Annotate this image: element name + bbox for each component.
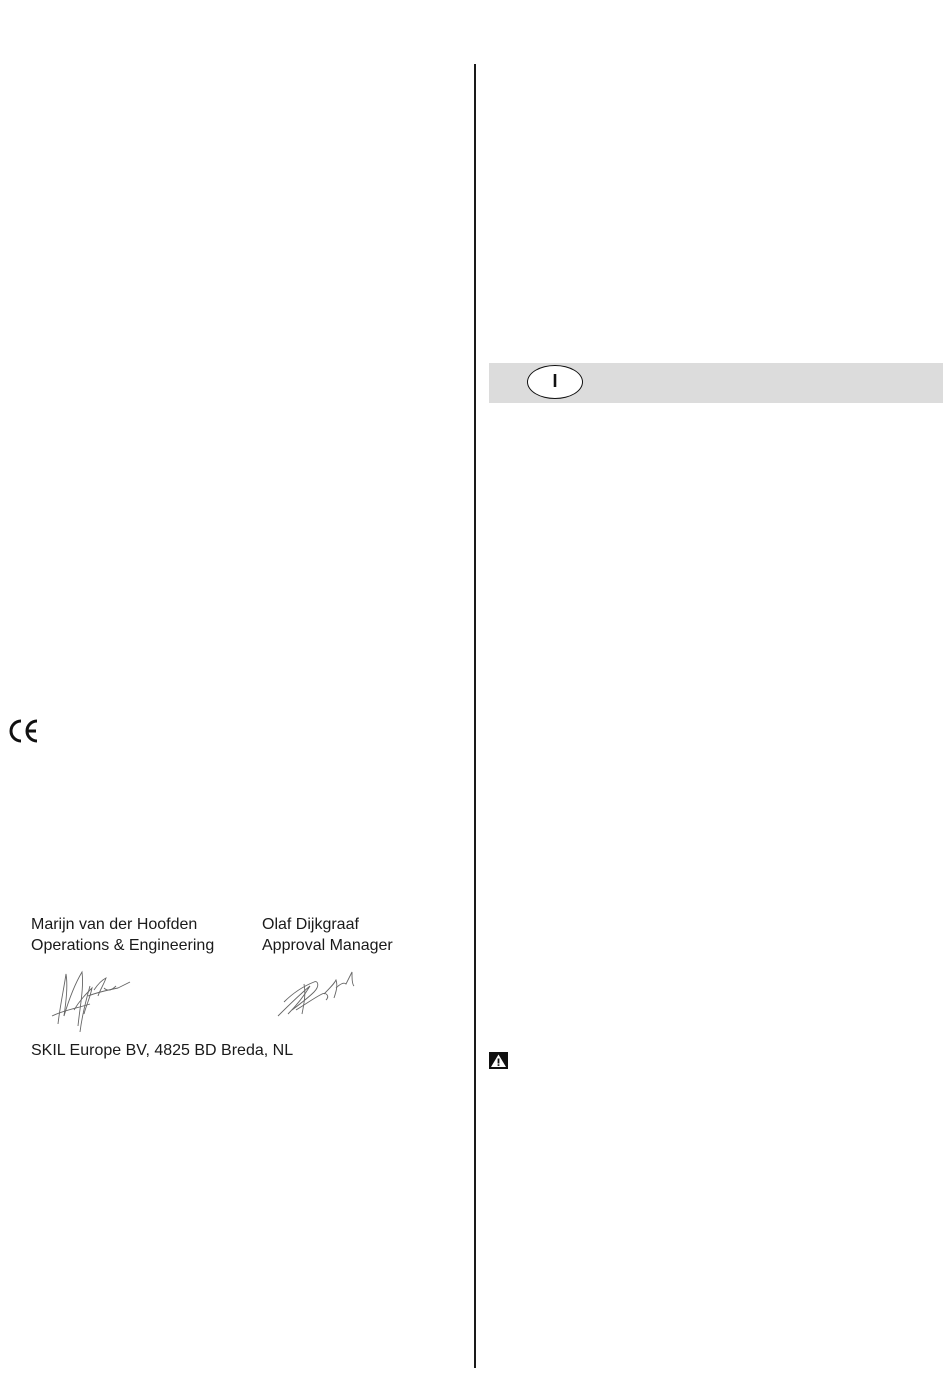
signatory-role: Operations & Engineering [31, 937, 215, 954]
language-code-badge: I [527, 365, 583, 399]
column-divider [474, 64, 476, 1368]
signatory-role: Approval Manager [262, 937, 393, 954]
warning-triangle-icon [489, 1052, 508, 1069]
ce-mark-icon [6, 716, 42, 746]
handwritten-signature-icon [274, 966, 358, 1020]
signatory-name: Olaf Dijkgraaf [262, 916, 359, 933]
signatory-left [31, 914, 214, 956]
signatory-name: Marijn van der Hoofden [31, 916, 198, 933]
handwritten-signature-icon [44, 966, 134, 1032]
language-section-banner [489, 363, 943, 403]
signatory-right [262, 914, 393, 956]
company-address: SKIL Europe BV, 4825 BD Breda, NL [31, 1042, 294, 1059]
